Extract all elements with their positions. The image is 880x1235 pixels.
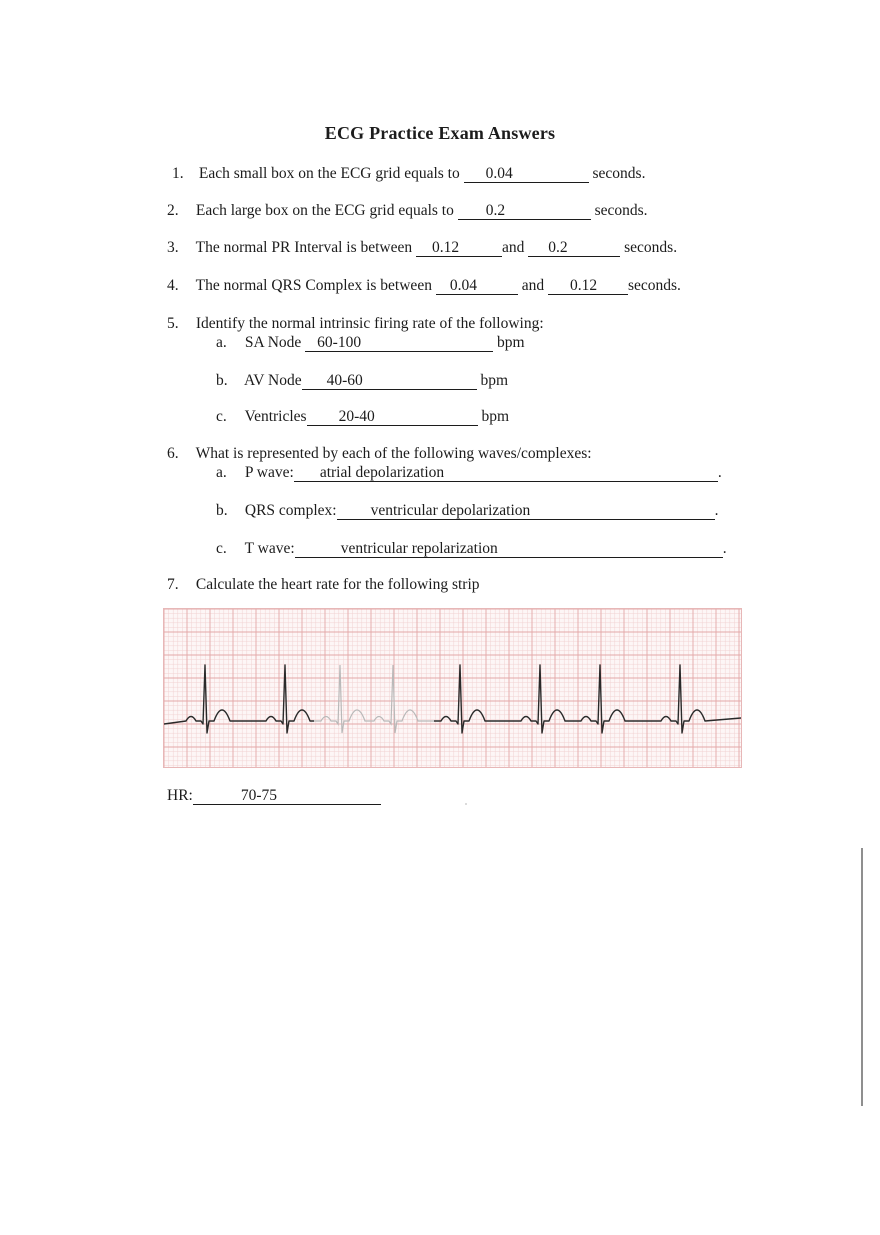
item-label: AV Node: [244, 372, 302, 389]
question-text: The normal PR Interval is between: [195, 239, 413, 256]
answer-text: atrial depolarization: [319, 464, 445, 481]
item-label: Ventricles: [244, 408, 307, 425]
item-letter: b.: [216, 502, 228, 519]
ecg-trace-faded: [314, 665, 434, 733]
item-end: .: [722, 540, 727, 557]
answer-blank: [295, 541, 723, 558]
answer-blank: [458, 203, 591, 220]
item-unit: bpm: [481, 408, 510, 425]
answer-text: 0.12: [432, 239, 460, 256]
item-letter: c.: [216, 408, 227, 425]
question-number: 4.: [167, 277, 179, 294]
ecg-trace: [164, 665, 741, 733]
question-5a: [216, 333, 525, 353]
answer-blank: [302, 373, 477, 390]
question-text: Calculate the heart rate for the following strip: [195, 576, 480, 593]
question-suffix: seconds.: [627, 277, 681, 294]
page-title: ECG Practice Exam Answers: [324, 123, 556, 143]
question-number: 7.: [167, 576, 179, 593]
answer-blank: [528, 240, 620, 257]
question-number: 3.: [167, 239, 179, 256]
item-label: P wave:: [244, 464, 294, 481]
question-text: Identify the normal intrinsic firing rate of the following:: [195, 315, 544, 332]
item-unit: bpm: [480, 372, 509, 389]
scan-speck: [465, 803, 467, 805]
hr-label: HR:: [167, 787, 193, 804]
question-text: What is represented by each of the following waves/complexes:: [195, 445, 592, 462]
item-letter: c.: [216, 540, 227, 557]
question-2: [167, 201, 648, 221]
answer-blank: [416, 240, 502, 257]
item-end: .: [717, 464, 722, 481]
question-5: [167, 314, 544, 334]
item-label: SA Node: [244, 334, 302, 351]
question-text: Each small box on the ECG grid equals to: [198, 165, 460, 182]
answer-blank: [305, 335, 493, 352]
question-number: 1.: [172, 165, 184, 182]
ecg-strip-graphic: [164, 609, 741, 767]
answer-text: 0.2: [548, 239, 568, 256]
question-7: [167, 575, 480, 595]
question-number: 6.: [167, 445, 179, 462]
answer-text: ventricular repolarization: [340, 540, 498, 557]
ecg-grid-major: [164, 609, 741, 767]
question-suffix: seconds.: [624, 239, 678, 256]
question-5c: [216, 407, 509, 427]
question-3: [167, 238, 677, 258]
answer-text: 0.04: [485, 165, 513, 182]
item-label: QRS complex:: [244, 502, 337, 519]
question-mid: and: [502, 239, 525, 256]
question-5b: [216, 371, 508, 391]
answer-blank: [548, 278, 628, 295]
item-letter: a.: [216, 464, 227, 481]
question-suffix: seconds.: [592, 165, 646, 182]
answer-text: 0.04: [449, 277, 477, 294]
answer-blank: [294, 465, 718, 482]
answer-text: 60-100: [317, 334, 362, 351]
question-6b: [216, 501, 718, 521]
answer-blank: [307, 409, 478, 426]
ecg-grid-minor: [164, 609, 741, 767]
answer-text: 40-60: [326, 372, 363, 389]
question-number: 5.: [167, 315, 179, 332]
answer-text: 20-40: [338, 408, 375, 425]
question-4: [167, 276, 681, 296]
question-6a: [216, 463, 722, 483]
answer-text: ventricular depolarization: [370, 502, 531, 519]
item-label: T wave:: [244, 540, 295, 557]
answer-text: 0.2: [485, 202, 506, 219]
question-6: [167, 444, 592, 464]
answer-text: 70-75: [240, 787, 278, 804]
question-suffix: seconds.: [594, 202, 648, 219]
answer-blank: [193, 788, 381, 805]
answer-text: 0.12: [569, 277, 598, 294]
question-number: 2.: [167, 202, 179, 219]
heart-rate-answer: [167, 786, 381, 806]
item-unit: bpm: [497, 334, 525, 351]
answer-blank: [436, 278, 518, 295]
ecg-strip: [163, 608, 742, 768]
scan-edge-line: [861, 848, 863, 1106]
item-letter: a.: [216, 334, 227, 351]
item-letter: b.: [216, 372, 228, 389]
question-1: [172, 164, 645, 184]
item-end: .: [714, 502, 719, 519]
question-6c: [216, 539, 727, 559]
question-text: The normal QRS Complex is between: [195, 277, 432, 294]
question-text: Each large box on the ECG grid equals to: [195, 202, 454, 219]
answer-blank: [337, 503, 715, 520]
question-mid: and: [521, 277, 545, 294]
answer-blank: [464, 166, 589, 183]
